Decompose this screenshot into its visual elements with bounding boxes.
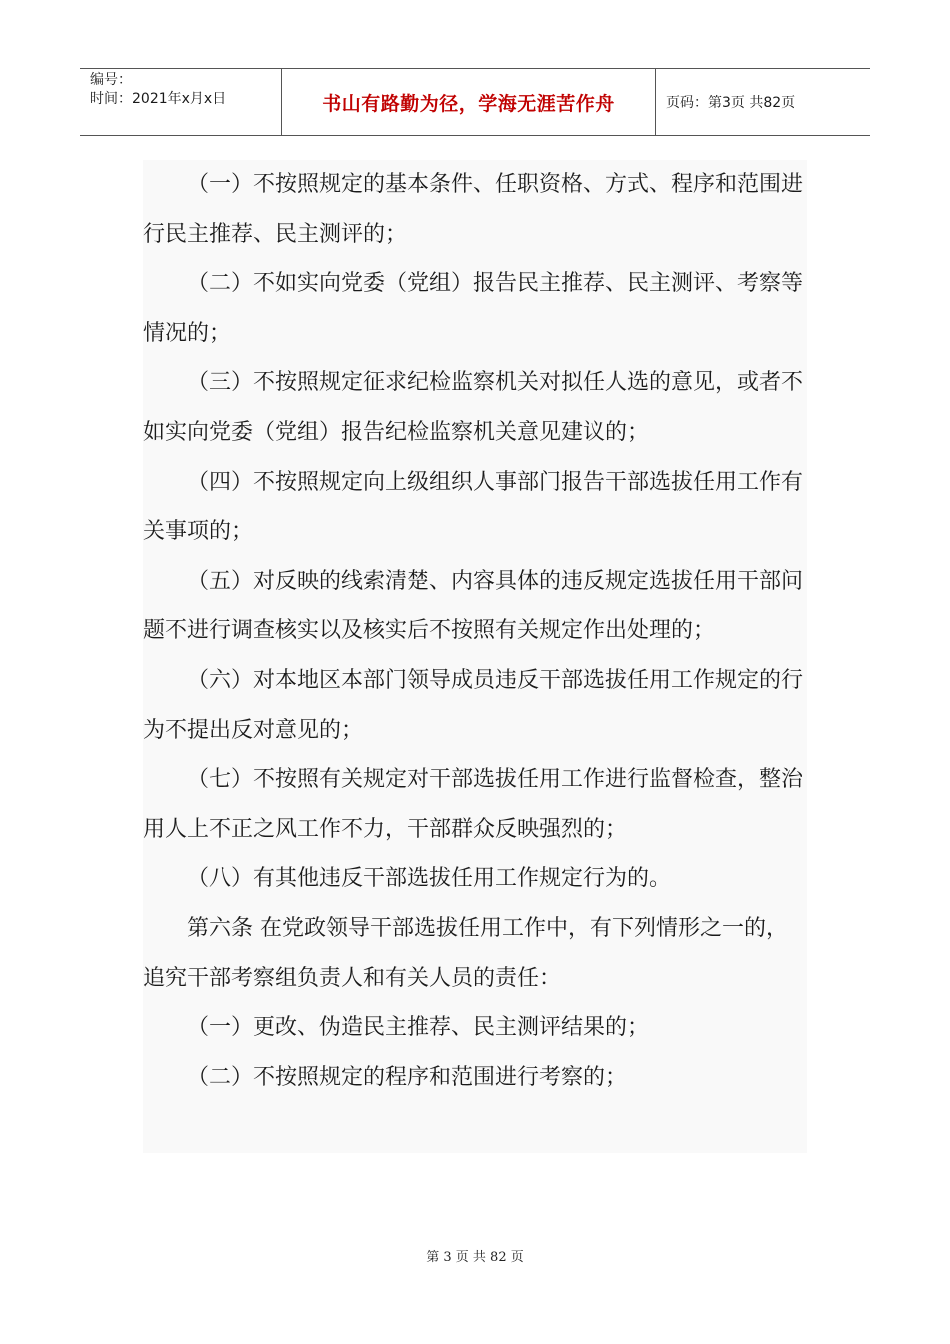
header-meta [80, 69, 282, 135]
paragraph: （一）更改、伪造民主推荐、民主测评结果的； [187, 1015, 650, 1041]
page-footer: 第 3 页 共 82 页 [426, 1250, 524, 1265]
header-page-info: 页码：第3页 共82页 [666, 95, 796, 111]
page-header [80, 68, 870, 136]
paragraph: （四）不按照规定向上级组织人事部门报告干部选拔任用工作有关事项的； [143, 469, 804, 545]
paragraph: （二）不按照规定的程序和范围进行考察的； [187, 1064, 628, 1090]
paragraph: （一）不按照规定的基本条件、任职资格、方式、程序和范围进行民主推荐、民主测评的； [143, 172, 804, 247]
document-body [143, 160, 807, 1153]
header-motto: 书山有路勤为径，学海无涯苦作舟 [282, 69, 656, 135]
paragraph: （八）有其他违反干部选拔任用工作规定行为的。 [187, 866, 672, 892]
paragraph: （三）不按照规定征求纪检监察机关对拟任人选的意见，或者不如实向党委（党组）报告纪检监察机关意见建议的； [143, 370, 804, 445]
article-heading-paragraph: 第六条 在党政领导干部选拔任用工作中，有下列情形之一的，追究干部考察组负责人和有关人员的责任： [143, 915, 788, 991]
document-time-label: 时间：2021年x月x日 [90, 91, 227, 107]
paragraph: （七）不按照有关规定对干部选拔任用工作进行监督检查，整治用人上不正之风工作不力，干部群众反映强烈的； [143, 767, 804, 842]
document-number-label: 编号： [90, 72, 132, 88]
paragraph: （六）对本地区本部门领导成员违反干部选拔任用工作规定的行为不提出反对意见的； [143, 667, 804, 743]
paragraph: （五）对反映的线索清楚、内容具体的违反规定选拔任用干部问题不进行调查核实以及核实后不按照有关规定作出处理的； [143, 568, 804, 644]
paragraph: （二）不如实向党委（党组）报告民主推荐、民主测评、考察等情况的； [143, 271, 804, 346]
